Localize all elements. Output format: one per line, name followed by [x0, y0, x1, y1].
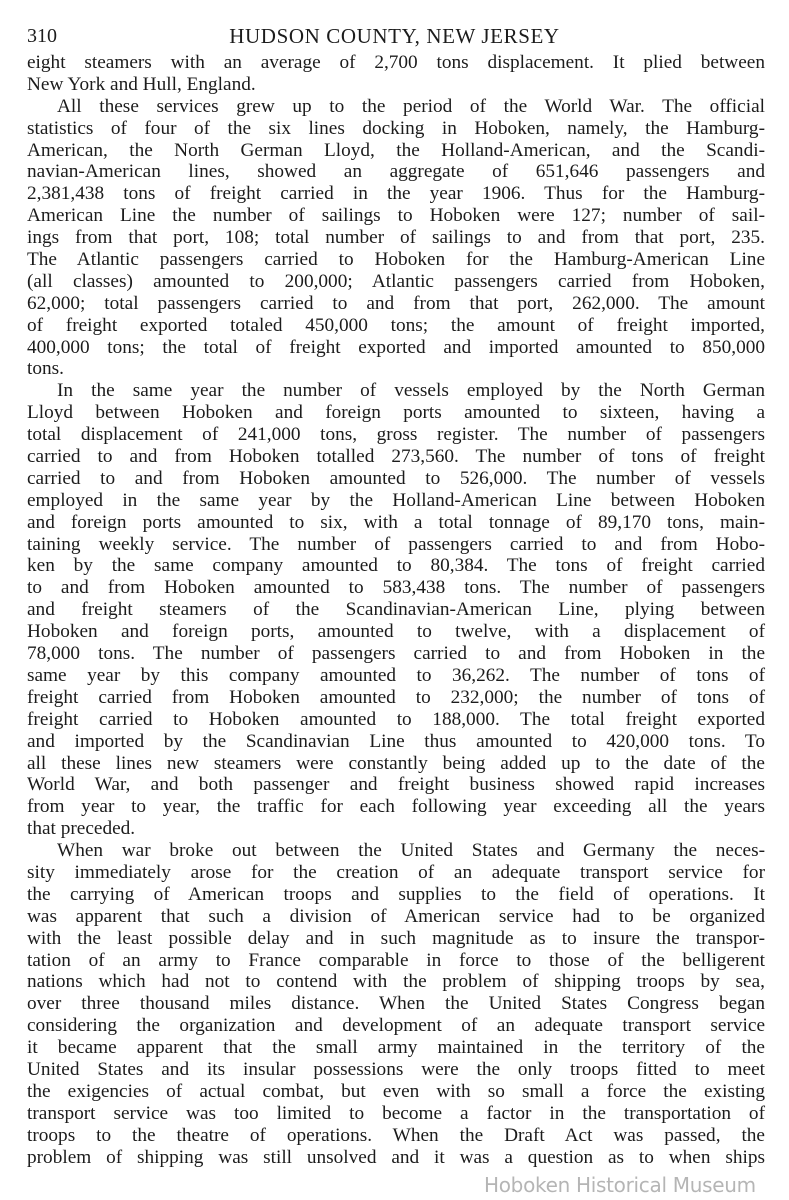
running-head: HUDSON COUNTY, NEW JERSEY: [229, 24, 560, 48]
text-line: and freight steamers of the Scandinavian-American Line, plying between: [27, 599, 765, 621]
text-line: The Atlantic passengers carried to Hoboken for the Hamburg-American Line: [27, 249, 765, 271]
text-line: 2,381,438 tons of freight carried in the year 1906. Thus for the Hamburg-: [27, 183, 765, 205]
text-line: and imported by the Scandinavian Line thus amounted to 420,000 tons. To: [27, 730, 765, 752]
text-line: considering the organization and development of an adequate transport service: [27, 1015, 765, 1037]
text-line: World War, and both passenger and freight business showed rapid increases: [27, 774, 765, 796]
text-line: troops to the theatre of operations. When the Draft Act was passed, the: [27, 1124, 765, 1146]
text-line: 62,000; total passengers carried to and from that port, 262,000. The amount: [27, 292, 765, 314]
text-line: statistics of four of the six lines docking in Hoboken, namely, the Hamburg-: [27, 117, 765, 139]
text-line: total displacement of 241,000 tons, gross register. The number of passengers: [27, 424, 765, 446]
text-line: navian-American lines, showed an aggregate of 651,646 passengers and: [27, 161, 765, 183]
text-line: and foreign ports amounted to six, with a total tonnage of 89,170 tons, main-: [27, 511, 765, 533]
text-line: Lloyd between Hoboken and foreign ports amounted to sixteen, having a: [27, 402, 765, 424]
text-line: it became apparent that the small army maintained in the territory of the: [27, 1037, 765, 1059]
text-line: American, the North German Lloyd, the Holland-American, and the Scandi-: [27, 139, 765, 161]
text-line: same year by this company amounted to 36,262. The number of tons of: [27, 664, 765, 686]
text-line: all these lines new steamers were constantly being added up to the date of the: [27, 752, 765, 774]
paragraph: [27, 840, 765, 1168]
text-line: the carrying of American troops and supplies to the field of operations. It: [27, 883, 765, 905]
text-line: was apparent that such a division of American service had to be organized: [27, 905, 765, 927]
text-line: to and from Hoboken amounted to 583,438 tons. The number of passengers: [27, 577, 765, 599]
paragraph: [27, 380, 765, 840]
text-line: freight carried from Hoboken amounted to 232,000; the number of tons of: [27, 686, 765, 708]
text-line: taining weekly service. The number of passengers carried to and from Hobo-: [27, 533, 765, 555]
text-line: American Line the number of sailings to Hoboken were 127; number of sail-: [27, 205, 765, 227]
paragraph: [27, 52, 765, 96]
text-line: carried to and from Hoboken amounted to 526,000. The number of vessels: [27, 467, 765, 489]
text-line: Hoboken and foreign ports, amounted to twelve, with a displacement of: [27, 621, 765, 643]
page-number: 310: [27, 25, 57, 47]
text-line: United States and its insular possessions were the only troops fitted to meet: [27, 1058, 765, 1080]
text-line: tons.: [27, 358, 64, 380]
text-line: ings from that port, 108; total number of sailings to and from that port, 235.: [27, 227, 765, 249]
text-line: transport service was too limited to become a factor in the transportation of: [27, 1102, 765, 1124]
text-line: that preceded.: [27, 818, 136, 840]
text-line: nations which had not to contend with the problem of shipping troops by sea,: [27, 971, 765, 993]
text-line: tation of an army to France comparable in force to those of the belligerent: [27, 949, 765, 971]
text-line: sity immediately arose for the creation of an adequate transport service for: [27, 861, 765, 883]
text-line: When war broke out between the United States and Germany the neces-: [57, 840, 765, 862]
text-line: ken by the same company amounted to 80,384. The tons of freight carried: [27, 555, 765, 577]
text-line: problem of shipping was still unsolved and it was a question as to when ships: [27, 1146, 765, 1168]
text-line: over three thousand miles distance. When the United States Congress began: [27, 993, 765, 1015]
text-line: 78,000 tons. The number of passengers carried to and from Hoboken in the: [27, 643, 765, 665]
text-line: eight steamers with an average of 2,700 tons displacement. It plied between: [27, 52, 765, 73]
text-line: (all classes) amounted to 200,000; Atlantic passengers carried from Hoboken,: [27, 270, 765, 292]
text-line: 400,000 tons; the total of freight exported and imported amounted to 850,000: [27, 336, 765, 358]
text-line: with the least possible delay and in such magnitude as to insure the transpor-: [27, 927, 765, 949]
text-line: In the same year the number of vessels employed by the North German: [57, 380, 765, 402]
text-line: New York and Hull, England.: [27, 73, 256, 95]
paragraph: [27, 96, 765, 381]
watermark: Hoboken Historical Museum: [484, 1173, 756, 1197]
text-line: carried to and from Hoboken totalled 273,560. The number of tons of freight: [27, 446, 765, 468]
text-line: of freight exported totaled 450,000 tons; the amount of freight imported,: [27, 314, 765, 336]
body-text: [27, 52, 765, 1168]
text-line: the exigencies of actual combat, but even with so small a force the existing: [27, 1080, 765, 1102]
text-line: from year to year, the traffic for each following year exceeding all the years: [27, 796, 765, 818]
text-line: employed in the same year by the Holland-American Line between Hoboken: [27, 489, 765, 511]
text-line: All these services grew up to the period of the World War. The official: [57, 95, 765, 117]
text-line: freight carried to Hoboken amounted to 188,000. The total freight exported: [27, 708, 765, 730]
